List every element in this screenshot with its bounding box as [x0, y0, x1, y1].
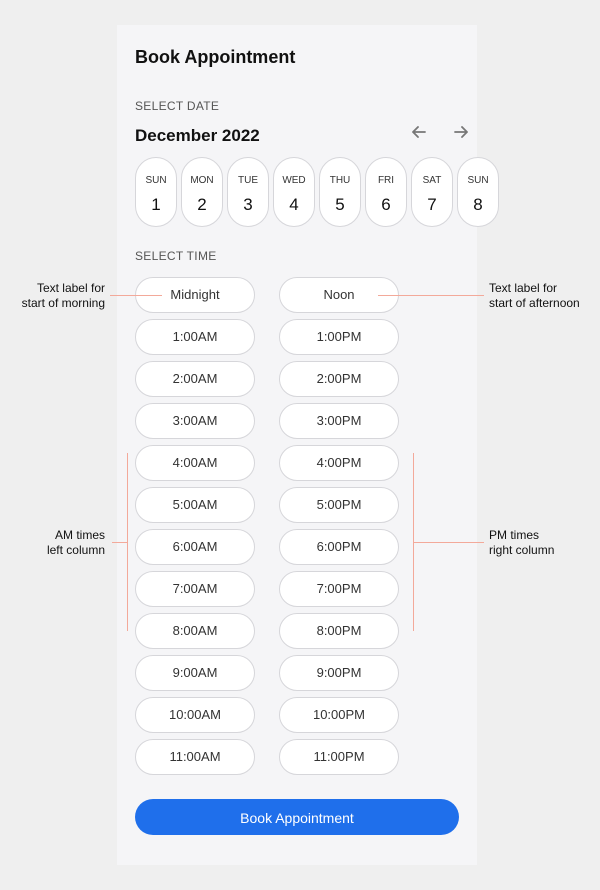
day-number: 3 — [243, 195, 253, 214]
annotation-pm — [489, 528, 554, 558]
day-option[interactable] — [135, 157, 177, 227]
time-slot-pm[interactable]: 5:00PM — [279, 487, 399, 523]
time-slot-pm[interactable]: 3:00PM — [279, 403, 399, 439]
time-slot-pm[interactable]: 10:00PM — [279, 697, 399, 733]
time-slot-pm[interactable]: 1:00PM — [279, 319, 399, 355]
arrow-right-icon[interactable] — [449, 123, 473, 147]
time-slot-pm[interactable]: 11:00PM — [279, 739, 399, 775]
day-option[interactable] — [365, 157, 407, 227]
annotation-am-line1: AM times — [54, 528, 105, 542]
day-of-week: SUN — [145, 175, 167, 186]
annotation-afternoon-line1: Text label for — [489, 281, 558, 295]
time-slot-am[interactable]: 11:00AM — [135, 739, 255, 775]
select-time-label: SELECT TIME — [135, 249, 217, 263]
time-slot-pm[interactable]: 7:00PM — [279, 571, 399, 607]
time-slot-am[interactable]: 9:00AM — [135, 655, 255, 691]
time-slot-am[interactable]: 4:00AM — [135, 445, 255, 481]
annotation-afternoon-connector — [378, 295, 484, 296]
time-slot-am[interactable]: 10:00AM — [135, 697, 255, 733]
time-slot-am[interactable]: 6:00AM — [135, 529, 255, 565]
day-of-week: THU — [329, 175, 351, 186]
time-slot-pm[interactable]: Noon — [279, 277, 399, 313]
day-number: 6 — [381, 195, 391, 214]
day-of-week: MON — [190, 175, 214, 186]
annotation-am-bracket — [127, 453, 128, 631]
annotation-morning-connector — [110, 295, 162, 296]
annotation-morning — [0, 281, 105, 311]
day-option[interactable] — [181, 157, 223, 227]
page-title: Book Appointment — [135, 47, 296, 67]
annotation-morning-line2: start of morning — [21, 296, 105, 310]
day-of-week: SUN — [467, 175, 489, 186]
day-option[interactable] — [457, 157, 499, 227]
day-option[interactable] — [319, 157, 361, 227]
day-number: 7 — [427, 195, 437, 214]
day-of-week: WED — [282, 175, 306, 186]
time-slot-am[interactable]: Midnight — [135, 277, 255, 313]
day-number: 5 — [335, 195, 345, 214]
time-slot-pm[interactable]: 8:00PM — [279, 613, 399, 649]
annotation-pm-line2: right column — [489, 543, 555, 557]
day-of-week: SAT — [422, 175, 442, 186]
annotation-am — [0, 528, 105, 558]
annotation-afternoon — [489, 281, 580, 311]
time-slot-pm[interactable]: 4:00PM — [279, 445, 399, 481]
book-appointment-button[interactable]: Book Appointment — [135, 799, 459, 835]
annotation-afternoon-line2: start of afternoon — [489, 296, 580, 310]
annotation-pm-line1: PM times — [489, 528, 540, 542]
time-slot-am[interactable]: 2:00AM — [135, 361, 255, 397]
time-slot-am[interactable]: 3:00AM — [135, 403, 255, 439]
arrow-left-icon[interactable] — [407, 123, 431, 147]
month-label: December 2022 — [135, 126, 260, 145]
time-slot-pm[interactable]: 6:00PM — [279, 529, 399, 565]
select-date-label: SELECT DATE — [135, 99, 220, 113]
day-picker — [135, 157, 495, 229]
day-number: 4 — [289, 195, 299, 214]
day-option[interactable] — [411, 157, 453, 227]
annotation-pm-connector — [413, 542, 484, 543]
time-slot-am[interactable]: 7:00AM — [135, 571, 255, 607]
annotation-am-line2: left column — [46, 543, 105, 557]
time-slot-am[interactable]: 8:00AM — [135, 613, 255, 649]
day-option[interactable] — [227, 157, 269, 227]
day-of-week: TUE — [238, 175, 258, 186]
time-slot-pm[interactable]: 9:00PM — [279, 655, 399, 691]
time-slot-am[interactable]: 5:00AM — [135, 487, 255, 523]
day-number: 1 — [151, 195, 161, 214]
day-number: 2 — [197, 195, 207, 214]
day-option[interactable] — [273, 157, 315, 227]
day-number: 8 — [473, 195, 483, 214]
time-slot-pm[interactable]: 2:00PM — [279, 361, 399, 397]
annotation-am-connector — [112, 542, 127, 543]
booking-panel — [117, 25, 489, 865]
annotation-morning-line1: Text label for — [36, 281, 105, 295]
day-of-week: FRI — [377, 175, 395, 186]
time-slot-am[interactable]: 1:00AM — [135, 319, 255, 355]
